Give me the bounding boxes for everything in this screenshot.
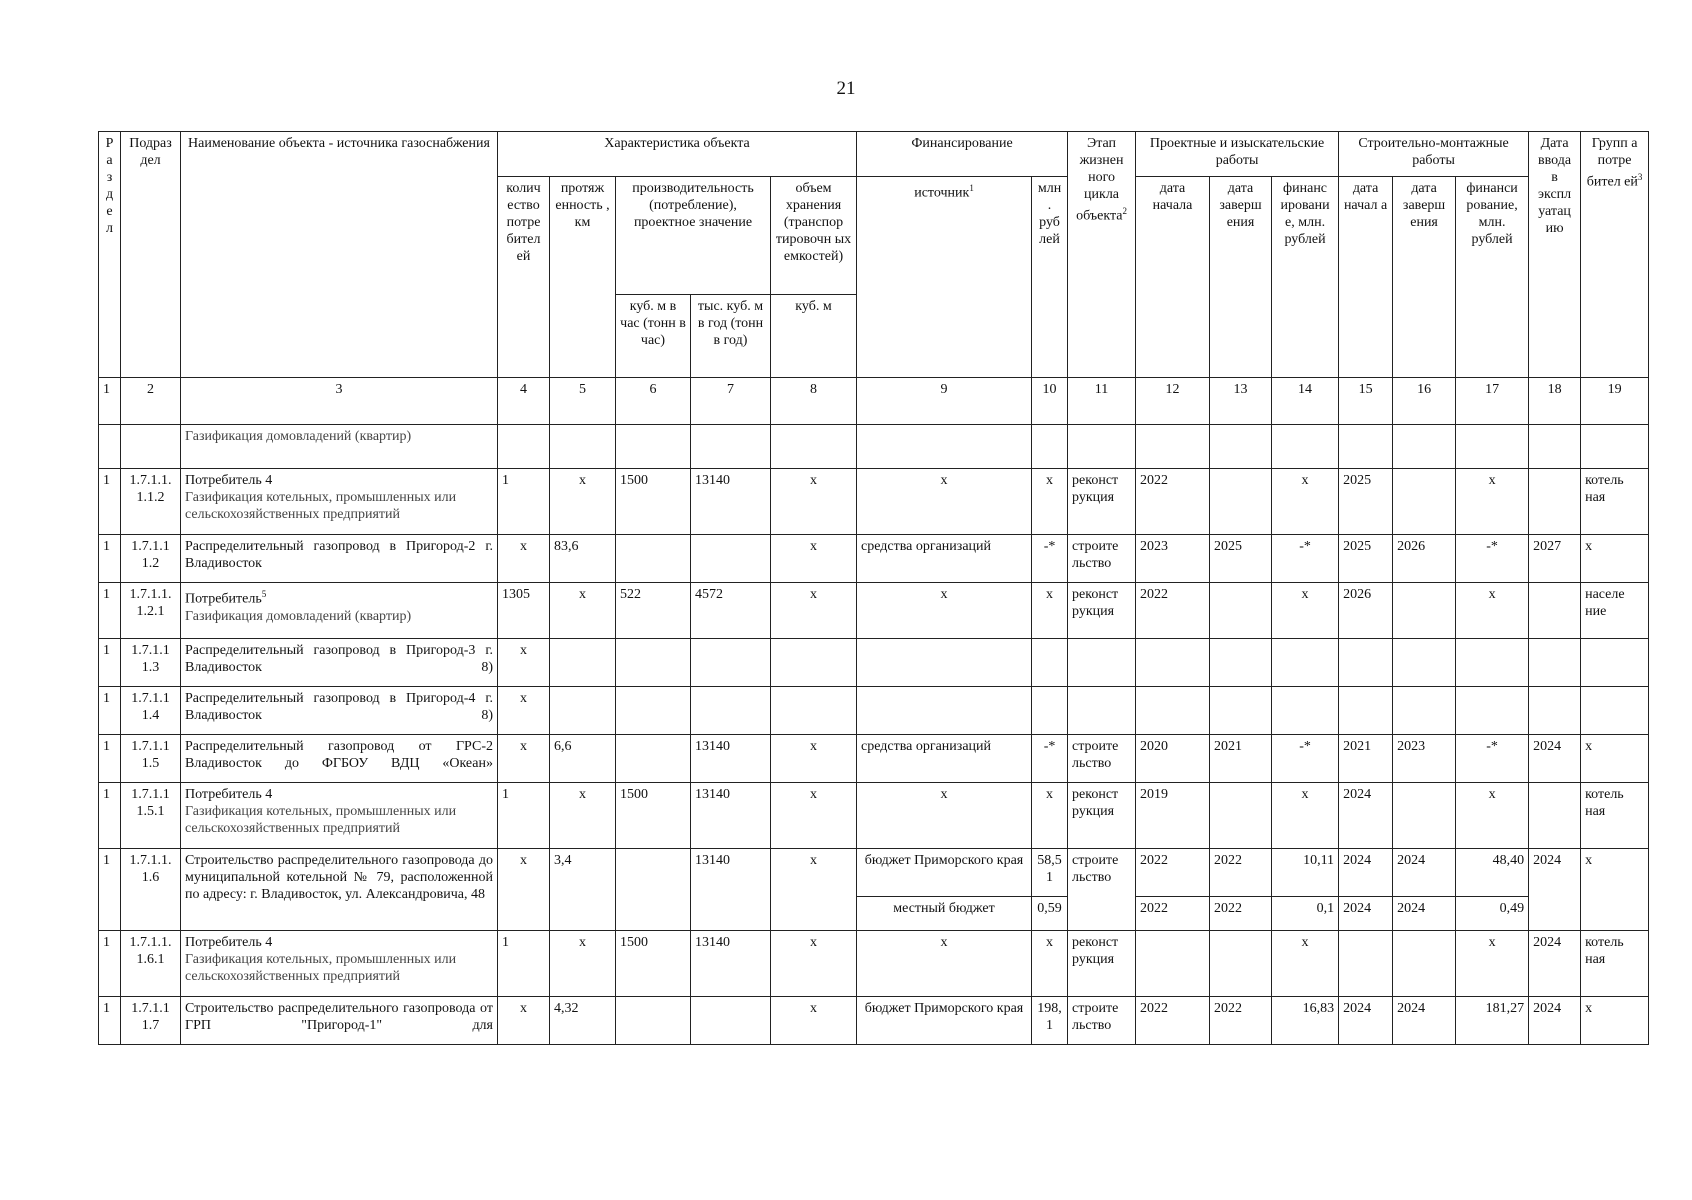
cell-design-financing: 0,1 xyxy=(1272,897,1339,931)
header-razdel: Р а з д е л xyxy=(99,132,121,378)
header-source-footnote: 1 xyxy=(969,183,974,193)
column-number: 8 xyxy=(771,378,857,425)
column-number: 14 xyxy=(1272,378,1339,425)
cell-construction-financing: x xyxy=(1456,931,1529,997)
cell-empty xyxy=(1032,639,1068,687)
cell-construction-start: 2021 xyxy=(1339,735,1393,783)
cell-design-start: 2019 xyxy=(1136,783,1210,849)
cell-stage: реконст рукция xyxy=(1068,783,1136,849)
cell-mln: x xyxy=(1032,469,1068,535)
cell-razdel: 1 xyxy=(99,931,121,997)
consumer-title-text: Потребитель xyxy=(185,591,262,607)
cell-group: x xyxy=(1581,535,1649,583)
gas-objects-table xyxy=(98,131,1649,1045)
header-mln: млн . руб лей xyxy=(1032,177,1068,378)
cell-design-start: 2022 xyxy=(1136,469,1210,535)
cell-empty xyxy=(616,639,691,687)
cell-source: местный бюджет xyxy=(857,897,1032,931)
cell-length: 4,32 xyxy=(550,997,616,1045)
cell-podrazdel: 1.7.1.1 1.2 xyxy=(121,535,181,583)
object-name: Распределительный газопровод в Пригород-3 г. Владивосток 8) xyxy=(181,639,498,687)
cell-empty xyxy=(1210,687,1272,735)
cell-length: 3,4 xyxy=(550,849,616,931)
cell-count: 1 xyxy=(498,783,550,849)
cell-per-year: 13140 xyxy=(691,735,771,783)
cell-construction-end: 2024 xyxy=(1393,849,1456,897)
cell-construction-financing: x xyxy=(1456,783,1529,849)
column-number: 19 xyxy=(1581,378,1649,425)
cell-per-hour xyxy=(616,997,691,1045)
cell-construction-end xyxy=(1393,931,1456,997)
header-row-1 xyxy=(99,132,1649,177)
cell-razdel: 1 xyxy=(99,997,121,1045)
cell-design-financing: x xyxy=(1272,931,1339,997)
cell-empty xyxy=(857,687,1032,735)
cell-podrazdel: 1.7.1.1 1.5.1 xyxy=(121,783,181,849)
cell-razdel: 1 xyxy=(99,469,121,535)
cell-count: 1 xyxy=(498,931,550,997)
cell-source: бюджет Приморского края xyxy=(857,997,1032,1045)
table-row xyxy=(99,639,1649,687)
cell-per-year: 13140 xyxy=(691,931,771,997)
cell-length: 6,6 xyxy=(550,735,616,783)
cell-mln: 0,59 xyxy=(1032,897,1068,931)
cell-empty xyxy=(1393,639,1456,687)
cell-construction-start: 2024 xyxy=(1339,849,1393,897)
cell-mln: 198, 1 xyxy=(1032,997,1068,1045)
cell-group: котель ная xyxy=(1581,783,1649,849)
cell-razdel: 1 xyxy=(99,849,121,931)
cell-design-start: 2020 xyxy=(1136,735,1210,783)
object-name: Распределительный газопровод в Пригород-2 г. Владивосток xyxy=(181,535,498,583)
cell-empty xyxy=(550,639,616,687)
cell-stage: реконст рукция xyxy=(1068,931,1136,997)
table-row xyxy=(99,425,1649,469)
header-storage-unit: куб. м xyxy=(771,295,857,378)
cell-empty xyxy=(1136,639,1210,687)
header-group-text: Групп а потре бител ей xyxy=(1586,136,1638,190)
cell-group: населе ние xyxy=(1581,583,1649,639)
object-name: Распределительный газопровод в Пригород-4 г. Владивосток 8) xyxy=(181,687,498,735)
cell-design-start xyxy=(1136,931,1210,997)
cell-razdel: 1 xyxy=(99,735,121,783)
header-design-end: дата заверш ения xyxy=(1210,177,1272,378)
header-design-start: дата начала xyxy=(1136,177,1210,378)
cell-design-end: 2022 xyxy=(1210,849,1272,897)
cell-per-year: 13140 xyxy=(691,469,771,535)
cell-design-start: 2022 xyxy=(1136,897,1210,931)
cell-empty xyxy=(1456,687,1529,735)
cell-empty xyxy=(1210,639,1272,687)
cell-razdel: 1 xyxy=(99,783,121,849)
cell-mln: 58,5 1 xyxy=(1032,849,1068,897)
cell-count: 1305 xyxy=(498,583,550,639)
cell-construction-start: 2024 xyxy=(1339,897,1393,931)
cell-podrazdel: 1.7.1.1 1.3 xyxy=(121,639,181,687)
cell-commission: 2027 xyxy=(1529,535,1581,583)
cell-length: x xyxy=(550,469,616,535)
consumer-title xyxy=(185,586,493,608)
cell-podrazdel: 1.7.1.1. 1.2.1 xyxy=(121,583,181,639)
header-construction-end: дата заверш ения xyxy=(1393,177,1456,378)
column-numbers-row xyxy=(99,378,1649,425)
cell-empty xyxy=(1339,687,1393,735)
column-number: 2 xyxy=(121,378,181,425)
cell-empty xyxy=(1529,639,1581,687)
page-number: 21 xyxy=(836,78,856,99)
header-source-text: источник xyxy=(914,185,970,201)
cell-design-financing: x xyxy=(1272,583,1339,639)
cell-source: средства организаций xyxy=(857,535,1032,583)
cell-podrazdel: 1.7.1.1 1.5 xyxy=(121,735,181,783)
column-number: 6 xyxy=(616,378,691,425)
cell-construction-start xyxy=(1339,931,1393,997)
cell-per-hour: 1500 xyxy=(616,469,691,535)
cell-mln: x xyxy=(1032,783,1068,849)
cell-podrazdel xyxy=(121,425,181,469)
header-consumer-group xyxy=(1581,132,1649,378)
consumer-description: Газификация котельных, промышленных или сельскохозяйственных предприятий xyxy=(185,952,457,984)
cell-construction-start: 2024 xyxy=(1339,783,1393,849)
cell-empty xyxy=(616,687,691,735)
cell-commission xyxy=(1529,783,1581,849)
cell-design-start: 2022 xyxy=(1136,583,1210,639)
cell-construction-end: 2024 xyxy=(1393,897,1456,931)
header-construction: Строительно-монтажные работы xyxy=(1339,132,1529,177)
cell-construction-end: 2024 xyxy=(1393,997,1456,1045)
cell-razdel xyxy=(99,425,121,469)
cell-design-end xyxy=(1210,469,1272,535)
cell-stage: реконст рукция xyxy=(1068,469,1136,535)
cell-empty xyxy=(1529,425,1581,469)
object-name xyxy=(181,783,498,849)
cell-design-end: 2021 xyxy=(1210,735,1272,783)
header-commission-date: Дата ввода в экспл уатац ию xyxy=(1529,132,1581,378)
cell-storage: x xyxy=(771,849,857,931)
consumer-description: Газификация котельных, промышленных или сельскохозяйственных предприятий xyxy=(185,490,457,522)
cell-podrazdel: 1.7.1.1. 1.6 xyxy=(121,849,181,931)
cell-empty xyxy=(1068,639,1136,687)
cell-stage: строите льство xyxy=(1068,849,1136,931)
cell-design-financing: 16,83 xyxy=(1272,997,1339,1045)
cell-stage: строите льство xyxy=(1068,535,1136,583)
consumer-title: Потребитель 4 xyxy=(185,935,273,950)
cell-empty xyxy=(1068,425,1136,469)
cell-per-hour xyxy=(616,849,691,931)
header-capacity: производительность (потребление), проектное значение xyxy=(616,177,771,295)
column-number: 3 xyxy=(181,378,498,425)
cell-per-year xyxy=(691,535,771,583)
cell-construction-start: 2024 xyxy=(1339,997,1393,1045)
cell-empty xyxy=(691,425,771,469)
cell-stage: реконст рукция xyxy=(1068,583,1136,639)
cell-empty xyxy=(1393,687,1456,735)
cell-construction-start: 2025 xyxy=(1339,469,1393,535)
column-number: 16 xyxy=(1393,378,1456,425)
table-row xyxy=(99,687,1649,735)
cell-group: x xyxy=(1581,735,1649,783)
cell-commission: 2024 xyxy=(1529,931,1581,997)
header-group-footnote: 3 xyxy=(1637,172,1643,182)
column-number: 13 xyxy=(1210,378,1272,425)
cell-design-start: 2022 xyxy=(1136,849,1210,897)
cell-design-end xyxy=(1210,783,1272,849)
cell-count: x xyxy=(498,735,550,783)
column-number: 17 xyxy=(1456,378,1529,425)
cell-per-year: 4572 xyxy=(691,583,771,639)
cell-per-hour xyxy=(616,735,691,783)
cell-razdel: 1 xyxy=(99,535,121,583)
cell-construction-start: 2025 xyxy=(1339,535,1393,583)
header-stage-text: Этап жизнен ного цикла объекта xyxy=(1076,136,1124,224)
object-name xyxy=(181,469,498,535)
cell-empty xyxy=(1456,425,1529,469)
cell-storage: x xyxy=(771,535,857,583)
cell-per-hour: 522 xyxy=(616,583,691,639)
object-name: Строительство распределительного газопровода от ГРП "Пригород-1" для xyxy=(181,997,498,1045)
cell-empty xyxy=(550,687,616,735)
cell-empty xyxy=(616,425,691,469)
cell-source: x xyxy=(857,783,1032,849)
cell-design-end: 2022 xyxy=(1210,997,1272,1045)
column-number: 7 xyxy=(691,378,771,425)
cell-count: 1 xyxy=(498,469,550,535)
cell-count: x xyxy=(498,639,550,687)
cell-empty xyxy=(1581,639,1649,687)
cell-empty xyxy=(498,425,550,469)
cell-length: 83,6 xyxy=(550,535,616,583)
cell-design-financing: -* xyxy=(1272,535,1339,583)
cell-length: x xyxy=(550,931,616,997)
cell-commission: 2024 xyxy=(1529,735,1581,783)
column-number: 11 xyxy=(1068,378,1136,425)
cell-empty xyxy=(857,425,1032,469)
header-characteristics: Характеристика объекта xyxy=(498,132,857,177)
cell-design-start: 2022 xyxy=(1136,997,1210,1045)
table-row xyxy=(99,583,1649,639)
cell-construction-financing: -* xyxy=(1456,535,1529,583)
cell-construction-financing: -* xyxy=(1456,735,1529,783)
header-per-year: тыс. куб. м в год (тонн в год) xyxy=(691,295,771,378)
cell-group: x xyxy=(1581,997,1649,1045)
cell-per-hour: 1500 xyxy=(616,931,691,997)
cell-empty xyxy=(1272,639,1339,687)
cell-construction-financing: x xyxy=(1456,583,1529,639)
object-name xyxy=(181,583,498,639)
header-stage xyxy=(1068,132,1136,378)
header-construction-start: дата начал а xyxy=(1339,177,1393,378)
cell-group: котель ная xyxy=(1581,469,1649,535)
cell-storage: x xyxy=(771,783,857,849)
cell-group: котель ная xyxy=(1581,931,1649,997)
cell-razdel: 1 xyxy=(99,687,121,735)
object-name: Строительство распределительного газопровода до муниципальной котельной № 79, расположенной по адресу: г. Владивосток, ул. Александровича, 48 xyxy=(181,849,498,931)
column-number: 9 xyxy=(857,378,1032,425)
object-name: Газификация домовладений (квартир) xyxy=(181,425,498,469)
column-number: 10 xyxy=(1032,378,1068,425)
cell-mln: x xyxy=(1032,931,1068,997)
cell-empty xyxy=(691,687,771,735)
cell-commission: 2024 xyxy=(1529,997,1581,1045)
cell-construction-end xyxy=(1393,583,1456,639)
cell-per-hour: 1500 xyxy=(616,783,691,849)
cell-empty xyxy=(1339,639,1393,687)
column-number: 15 xyxy=(1339,378,1393,425)
header-financing: Финансирование xyxy=(857,132,1068,177)
table-row xyxy=(99,997,1649,1045)
cell-source: x xyxy=(857,469,1032,535)
cell-per-year: 13140 xyxy=(691,783,771,849)
cell-podrazdel: 1.7.1.1 1.4 xyxy=(121,687,181,735)
cell-empty xyxy=(1032,687,1068,735)
cell-construction-start: 2026 xyxy=(1339,583,1393,639)
header-name: Наименование объекта - источника газоснабжения xyxy=(181,132,498,378)
cell-source: бюджет Приморского края xyxy=(857,849,1032,897)
consumer-title: Потребитель 4 xyxy=(185,473,273,488)
cell-commission: 2024 xyxy=(1529,849,1581,931)
cell-empty xyxy=(1032,425,1068,469)
cell-construction-financing: 48,40 xyxy=(1456,849,1529,897)
cell-design-end: 2025 xyxy=(1210,535,1272,583)
cell-construction-financing: 181,27 xyxy=(1456,997,1529,1045)
cell-count: x xyxy=(498,687,550,735)
header-design-financing: финанс ировани е, млн. рублей xyxy=(1272,177,1339,378)
cell-empty xyxy=(1339,425,1393,469)
cell-razdel: 1 xyxy=(99,639,121,687)
cell-design-financing: -* xyxy=(1272,735,1339,783)
cell-length: x xyxy=(550,583,616,639)
cell-construction-financing: x xyxy=(1456,469,1529,535)
cell-empty xyxy=(1393,425,1456,469)
cell-empty xyxy=(1581,425,1649,469)
cell-group: x xyxy=(1581,849,1649,931)
table-row xyxy=(99,931,1649,997)
header-storage: объем хранения (транспор тировочн ых емкостей) xyxy=(771,177,857,295)
table-row xyxy=(99,535,1649,583)
cell-mln: -* xyxy=(1032,735,1068,783)
cell-podrazdel: 1.7.1.1 1.7 xyxy=(121,997,181,1045)
header-length: протяж енность , км xyxy=(550,177,616,378)
cell-empty xyxy=(857,639,1032,687)
cell-podrazdel: 1.7.1.1. 1.1.2 xyxy=(121,469,181,535)
cell-empty xyxy=(550,425,616,469)
cell-length: x xyxy=(550,783,616,849)
column-number: 4 xyxy=(498,378,550,425)
cell-stage: строите льство xyxy=(1068,997,1136,1045)
cell-empty xyxy=(691,639,771,687)
header-design: Проектные и изыскательские работы xyxy=(1136,132,1339,177)
consumer-title: Потребитель 4 xyxy=(185,787,273,802)
cell-per-year: 13140 xyxy=(691,849,771,931)
cell-construction-end: 2023 xyxy=(1393,735,1456,783)
cell-storage: x xyxy=(771,583,857,639)
cell-construction-end xyxy=(1393,469,1456,535)
cell-empty xyxy=(771,687,857,735)
column-number: 5 xyxy=(550,378,616,425)
cell-mln: x xyxy=(1032,583,1068,639)
cell-storage: x xyxy=(771,469,857,535)
cell-source: x xyxy=(857,583,1032,639)
cell-empty xyxy=(771,425,857,469)
cell-design-financing: x xyxy=(1272,783,1339,849)
cell-construction-end xyxy=(1393,783,1456,849)
cell-design-end xyxy=(1210,931,1272,997)
cell-commission xyxy=(1529,583,1581,639)
consumer-footnote: 5 xyxy=(261,589,267,599)
cell-count: x xyxy=(498,849,550,931)
header-podrazdel: Подраз дел xyxy=(121,132,181,378)
consumer-description: Газификация котельных, промышленных или сельскохозяйственных предприятий xyxy=(185,804,457,836)
cell-count: x xyxy=(498,535,550,583)
table-row xyxy=(99,849,1649,897)
cell-source: средства организаций xyxy=(857,735,1032,783)
cell-design-financing: 10,11 xyxy=(1272,849,1339,897)
cell-storage: x xyxy=(771,997,857,1045)
cell-empty xyxy=(1272,687,1339,735)
cell-empty xyxy=(1456,639,1529,687)
cell-per-year xyxy=(691,997,771,1045)
object-name: Распределительный газопровод от ГРС-2 Владивосток до ФГБОУ ВДЦ «Океан» xyxy=(181,735,498,783)
cell-mln: -* xyxy=(1032,535,1068,583)
cell-count: x xyxy=(498,997,550,1045)
cell-design-financing: x xyxy=(1272,469,1339,535)
cell-source: x xyxy=(857,931,1032,997)
cell-design-end xyxy=(1210,583,1272,639)
header-count: колич ество потре бител ей xyxy=(498,177,550,378)
cell-construction-financing: 0,49 xyxy=(1456,897,1529,931)
cell-empty xyxy=(1136,687,1210,735)
cell-empty xyxy=(1210,425,1272,469)
header-stage-footnote: 2 xyxy=(1122,206,1127,216)
cell-razdel: 1 xyxy=(99,583,121,639)
header-construction-financing: финанси рование, млн. рублей xyxy=(1456,177,1529,378)
column-number: 12 xyxy=(1136,378,1210,425)
cell-empty xyxy=(1581,687,1649,735)
column-number: 18 xyxy=(1529,378,1581,425)
table-row xyxy=(99,469,1649,535)
cell-per-hour xyxy=(616,535,691,583)
cell-construction-end: 2026 xyxy=(1393,535,1456,583)
cell-stage: строите льство xyxy=(1068,735,1136,783)
cell-empty xyxy=(771,639,857,687)
cell-commission xyxy=(1529,469,1581,535)
cell-empty xyxy=(1136,425,1210,469)
consumer-description: Газификация домовладений (квартир) xyxy=(185,608,412,624)
object-name xyxy=(181,931,498,997)
cell-design-start: 2023 xyxy=(1136,535,1210,583)
cell-design-end: 2022 xyxy=(1210,897,1272,931)
cell-storage: x xyxy=(771,931,857,997)
column-number: 1 xyxy=(99,378,121,425)
table-row xyxy=(99,783,1649,849)
cell-empty xyxy=(1068,687,1136,735)
cell-podrazdel: 1.7.1.1. 1.6.1 xyxy=(121,931,181,997)
header-per-hour: куб. м в час (тонн в час) xyxy=(616,295,691,378)
cell-empty xyxy=(1272,425,1339,469)
cell-storage: x xyxy=(771,735,857,783)
cell-empty xyxy=(1529,687,1581,735)
header-source xyxy=(857,177,1032,378)
table-row xyxy=(99,735,1649,783)
